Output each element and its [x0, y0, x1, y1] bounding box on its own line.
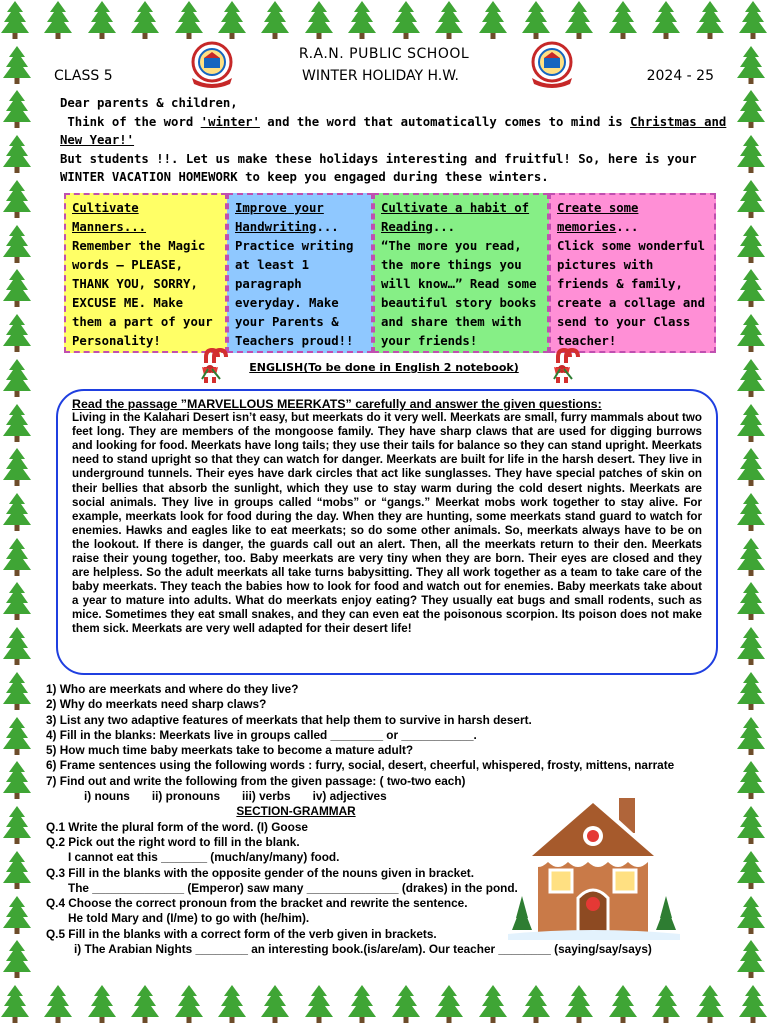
- grammar-sentence: i) The Arabian Nights ________ an interesting book.(is/are/am). Our teacher ________ (saying/say/says): [74, 942, 652, 957]
- christmas-tree-icon: [695, 984, 725, 1024]
- christmas-tree-icon: [2, 45, 32, 85]
- intro-line-3: But students !!. Let us make these holidays interesting and fruitful! So, here is your: [60, 151, 697, 166]
- christmas-tree-icon: [736, 805, 766, 845]
- question: 6) Frame sentences using the following words : furry, social, desert, cheerful, whispered, frosty, mittens, narrate: [46, 758, 675, 773]
- grammar-sentence: The ______________ (Emperor) saw many ______________ (drakes) in the pond.: [68, 880, 518, 895]
- homework-title: WINTER HOLIDAY H.W.: [302, 68, 459, 84]
- intro-text: [46, 94, 727, 187]
- english-title: ENGLISH(To be done in English 2 notebook): [249, 360, 519, 374]
- candy-cane-icon: [548, 347, 588, 385]
- intro-line-1: Think of the word 'winter' and the word that automatically comes to mind is Christmas and: [67, 114, 727, 129]
- christmas-tree-icon: [564, 0, 594, 40]
- christmas-tree-icon: [217, 984, 247, 1024]
- memories-box: Create some memories... Click some wonderful pictures with friends & family, create a collage and send to your Class teacher!: [549, 193, 716, 353]
- grammar-question: Q.1 Write the plural form of the word. (I) Goose: [46, 819, 308, 834]
- christmas-tree-icon: [2, 447, 32, 487]
- christmas-tree-icon: [736, 939, 766, 979]
- passage-text: Living in the Kalahari Desert isn’t easy, but meerkats do it very well. Meerkats are small, furry mammals about two feet long. They are members of the mongoose family. They have sharp claws that are used for digging burrows and looking for food. Meerkats have long tails; they use their tails for balance so they can stand upright. Meerkats need to stand upright so that they can watch for danger. Meerkats are built for life in the harsh desert. They live in underground tunnels. Their eyes have dark circles that act like sunglasses. They have special patches of skin on their bellies that absorb the sunlight, which they use to stay warm during the cold desert nights. Meerkats are social animals. They live in groups called “mobs” or “gangs.” Meerkat mobs work together to stay alive. For example, meerkats look for food during the day. When they are hunting, some meerkats stand guard to watch for enemies. Hawks and eagles like to eat meerkats; so do some other animals. So, meerkats always have to be on the lookout. If there is danger, the guards call out an alert. Then, all the meerkats return to their den. Meerkats raise their young together, too. Baby meerkats are very tiny when they are born. Their eyes are closed and they are helpless. So the adult meerkats all take turns babysitting. They all work together as a team to take care of the baby meerkats. They teach the babies how to look for food and watch out for enemies. Baby meerkats take about a year to mature into adults. What do meerkats enjoy eating? They usually eat bugs and small rodents, such as mice. Sometimes they eat small snakes, and they can even eat the poisonous scorpion. Its poison does not make them sick. Meerkats are very well adapted for their desert life!: [72, 411, 702, 636]
- christmas-tree-icon: [2, 581, 32, 621]
- christmas-tree-icon: [478, 984, 508, 1024]
- christmas-tree-icon: [736, 760, 766, 800]
- activity-boxes: [64, 193, 716, 353]
- reading-passage: [56, 389, 718, 675]
- grammar-sentence: I cannot eat this _______ (much/any/many) food.: [68, 850, 340, 865]
- grammar-question: Q.2 Pick out the right word to fill in the blank.: [46, 834, 300, 849]
- christmas-tree-icon: [736, 850, 766, 890]
- christmas-tree-icon: [521, 984, 551, 1024]
- christmas-tree-icon: [174, 0, 204, 40]
- christmas-tree-icon: [564, 984, 594, 1024]
- christmas-tree-icon: [130, 984, 160, 1024]
- christmas-tree-icon: [43, 0, 73, 40]
- passage-heading: Read the passage ”MARVELLOUS MEERKATS” carefully and answer the given questions:: [72, 396, 602, 411]
- christmas-tree-icon: [2, 716, 32, 756]
- christmas-tree-icon: [736, 358, 766, 398]
- christmas-tree-icon: [736, 895, 766, 935]
- christmas-tree-icon: [736, 403, 766, 443]
- christmas-tree-icon: [736, 134, 766, 174]
- christmas-tree-icon: [0, 984, 30, 1024]
- christmas-tree-icon: [43, 984, 73, 1024]
- manners-box: Cultivate Manners... Remember the Magic words – PLEASE, THANK YOU, SORRY, EXCUSE ME. Make them a part of your Personality!: [64, 193, 227, 353]
- christmas-tree-icon: [130, 0, 160, 40]
- christmas-tree-icon: [87, 984, 117, 1024]
- question: 3) List any two adaptive features of meerkats that help them to survive in harsh desert.: [46, 712, 532, 727]
- school-logo-icon: [186, 40, 238, 90]
- christmas-tree-icon: [651, 984, 681, 1024]
- grammar-sentence: He told Mary and (I/me) to go with (he/him).: [68, 911, 310, 926]
- handwriting-box: Improve your Handwriting... Practice writing at least 1 paragraph everyday. Make your Parents & Teachers proud!!: [227, 193, 373, 353]
- christmas-tree-icon: [2, 89, 32, 129]
- grammar-question: Q.4 Choose the correct pronoun from the bracket and rewrite the sentence.: [46, 896, 468, 911]
- christmas-tree-icon: [736, 268, 766, 308]
- christmas-tree-icon: [2, 492, 32, 532]
- session-year: 2024 - 25: [646, 68, 714, 84]
- christmas-tree-icon: [2, 760, 32, 800]
- reading-box: Cultivate a habit of Reading... “The more you read, the more things you will know…” Read some beautiful story books and share them with your friends!: [373, 193, 549, 353]
- christmas-tree-icon: [87, 0, 117, 40]
- christmas-tree-icon: [2, 268, 32, 308]
- christmas-tree-icon: [2, 895, 32, 935]
- question: 5) How much time baby meerkats take to become a mature adult?: [46, 743, 414, 758]
- question: 1) Who are meerkats and where do they live?: [46, 681, 299, 696]
- christmas-tree-icon: [434, 984, 464, 1024]
- header: [46, 40, 722, 94]
- grammar-section-title: SECTION-GRAMMAR: [236, 804, 356, 819]
- christmas-tree-icon: [736, 45, 766, 85]
- christmas-tree-icon: [736, 492, 766, 532]
- grammar-question: Q.3 Fill in the blanks with the opposite gender of the nouns given in bracket.: [46, 865, 475, 880]
- school-logo-icon: [526, 40, 578, 90]
- english-section-header: [46, 355, 722, 381]
- christmas-tree-icon: [2, 134, 32, 174]
- christmas-tree-icon: [736, 537, 766, 577]
- christmas-tree-icon: [738, 984, 768, 1024]
- christmas-tree-icon: [347, 0, 377, 40]
- christmas-tree-icon: [608, 984, 638, 1024]
- christmas-tree-icon: [174, 984, 204, 1024]
- christmas-tree-icon: [2, 403, 32, 443]
- christmas-tree-icon: [347, 984, 377, 1024]
- christmas-tree-icon: [736, 626, 766, 666]
- christmas-tree-icon: [736, 179, 766, 219]
- christmas-tree-icon: [391, 0, 421, 40]
- gingerbread-house-icon: [498, 758, 688, 948]
- class-label: CLASS 5: [54, 68, 113, 84]
- christmas-tree-icon: [304, 984, 334, 1024]
- christmas-tree-icon: [695, 0, 725, 40]
- greeting: Dear parents & children,: [60, 96, 238, 110]
- christmas-tree-icon: [736, 447, 766, 487]
- christmas-tree-icon: [2, 805, 32, 845]
- christmas-tree-icon: [736, 581, 766, 621]
- christmas-tree-icon: [260, 0, 290, 40]
- question: 4) Fill in the blanks: Meerkats live in groups called ________ or ___________.: [46, 727, 477, 742]
- christmas-tree-icon: [736, 224, 766, 264]
- christmas-tree-icon: [521, 0, 551, 40]
- christmas-tree-icon: [391, 984, 421, 1024]
- christmas-tree-icon: [736, 313, 766, 353]
- christmas-tree-icon: [2, 358, 32, 398]
- christmas-tree-icon: [736, 89, 766, 129]
- christmas-tree-icon: [651, 0, 681, 40]
- christmas-tree-icon: [478, 0, 508, 40]
- intro-line-4: WINTER VACATION HOMEWORK to keep you engaged during these winters.: [60, 170, 549, 185]
- christmas-tree-icon: [2, 626, 32, 666]
- christmas-tree-icon: [2, 537, 32, 577]
- school-name: R.A.N. PUBLIC SCHOOL: [298, 46, 470, 62]
- christmas-tree-icon: [260, 984, 290, 1024]
- christmas-tree-icon: [2, 179, 32, 219]
- question-7-parts: i) nouns ii) pronouns iii) verbs iv) adjectives: [84, 789, 387, 804]
- christmas-tree-icon: [738, 0, 768, 40]
- christmas-tree-icon: [0, 0, 30, 40]
- christmas-tree-icon: [2, 939, 32, 979]
- christmas-tree-icon: [608, 0, 638, 40]
- christmas-tree-icon: [304, 0, 334, 40]
- christmas-tree-icon: [2, 671, 32, 711]
- grammar-question: Q.5 Fill in the blanks with a correct form of the verb given in brackets.: [46, 926, 437, 941]
- christmas-tree-icon: [434, 0, 464, 40]
- christmas-tree-icon: [736, 716, 766, 756]
- christmas-tree-icon: [217, 0, 247, 40]
- christmas-tree-icon: [2, 850, 32, 890]
- question: 7) Find out and write the following from the given passage: ( two-two each): [46, 773, 466, 788]
- question: 2) Why do meerkats need sharp claws?: [46, 697, 267, 712]
- intro-line-2: New Year!': [60, 133, 135, 148]
- christmas-tree-icon: [736, 671, 766, 711]
- christmas-tree-icon: [2, 313, 32, 353]
- christmas-tree-icon: [2, 224, 32, 264]
